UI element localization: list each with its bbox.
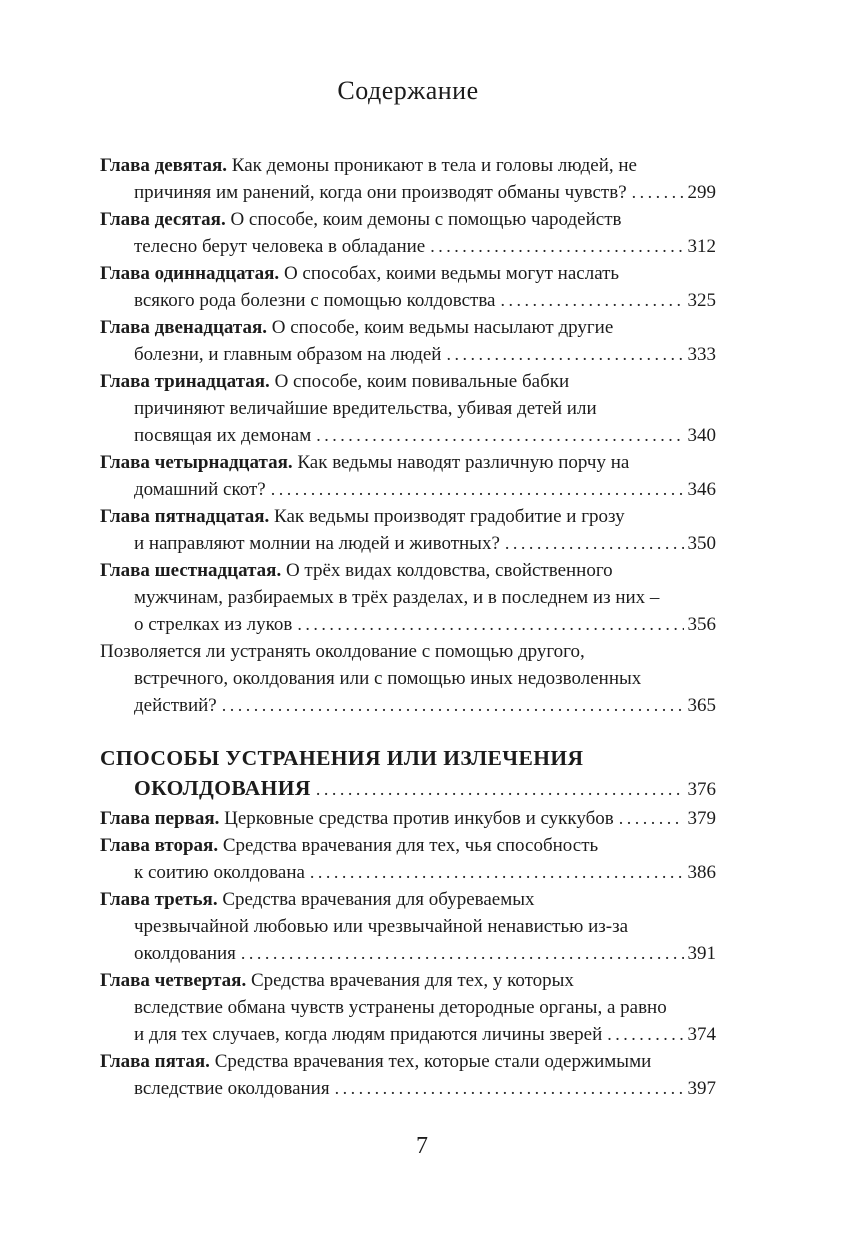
chapter-label: Глава первая. [100,808,220,829]
toc-line [100,584,716,611]
toc-line [100,395,716,422]
dot-leader [607,1021,683,1048]
toc-line [100,341,716,368]
page-title: Содержание [337,76,479,105]
entry-text: Глава пятая. Средства врачевания тех, которые стали одержимыми [100,1051,652,1072]
toc-line [100,503,716,530]
entry-text: СПОСОБЫ УСТРАНЕНИЯ ИЛИ ИЗЛЕЧЕНИЯ [100,746,584,770]
page-number: 374 [687,1024,716,1045]
entry-text: Глава четырнадцатая. Как ведьмы наводят различную порчу на [100,452,630,473]
entry-text: Глава девятая. Как демоны проникают в тела и головы людей, не [100,155,637,176]
page-number: 356 [687,614,716,635]
entry-text: вследствие околдования [134,1078,330,1099]
chapter-label: Глава третья. [100,889,218,910]
toc-line [100,967,716,994]
toc-line [100,886,716,913]
entry-text: Глава одиннадцатая. О способах, коими ведьмы могут наслать [100,263,620,284]
page-number: 325 [687,290,716,311]
dot-leader [271,476,684,503]
page-number: 340 [687,425,716,446]
dot-leader [430,233,683,260]
entry-text: болезни, и главным образом на людей [134,344,442,365]
toc-line [100,1075,716,1102]
dot-leader [619,805,684,832]
chapter-label: Глава пятая. [100,1051,210,1072]
entry-text: встречного, околдования или с помощью иных недозволенных [134,668,642,689]
entry-text: домашний скот? [134,479,266,500]
entry-text: Глава шестнадцатая. О трёх видах колдовства, свойственного [100,560,613,581]
dot-leader [446,341,683,368]
entry-text: Глава вторая. Средства врачевания для тех, чья способность [100,835,599,856]
dot-leader [505,530,684,557]
toc-line [100,287,716,314]
page-number: 379 [687,808,716,829]
toc-line [100,832,716,859]
toc-line [100,206,716,233]
toc-line [100,368,716,395]
toc-line [100,1021,716,1048]
toc-line [100,449,716,476]
toc-line [100,940,716,967]
chapter-label: Глава пятнадцатая. [100,506,270,527]
chapter-label: Глава четвертая. [100,970,247,991]
toc-line [100,1048,716,1075]
page-number: 299 [687,182,716,203]
toc-line [100,665,716,692]
page-number: 386 [687,862,716,883]
chapter-label: Глава десятая. [100,209,226,230]
toc-list [100,152,716,1102]
page-number: 346 [687,479,716,500]
dot-leader [632,179,684,206]
toc-line [100,638,716,665]
section-heading-line [100,773,716,805]
entry-text: посвящая их демонам [134,425,312,446]
chapter-label: Глава шестнадцатая. [100,560,282,581]
entry-text: Глава четвертая. Средства врачевания для тех, у которых [100,970,574,991]
entry-text: действий? [134,695,217,716]
page-number: 333 [687,344,716,365]
toc-line [100,233,716,260]
toc-line [100,314,716,341]
entry-text: Глава двенадцатая. О способе, коим ведьмы насылают другие [100,317,614,338]
toc-line [100,530,716,557]
page-number: 391 [687,943,716,964]
dot-leader [316,422,683,449]
toc-line [100,179,716,206]
toc-line [100,422,716,449]
chapter-label: Глава двенадцатая. [100,317,268,338]
entry-text: Глава третья. Средства врачевания для обуреваемых [100,889,535,910]
entry-text: телесно берут человека в обладание [134,236,426,257]
dot-leader [241,940,684,967]
toc-line [100,557,716,584]
page-number: 350 [687,533,716,554]
toc-line [100,611,716,638]
toc-line [100,859,716,886]
toc-line [100,913,716,940]
chapter-label: Глава девятая. [100,155,228,176]
page-number: 365 [687,695,716,716]
entry-text: мужчинам, разбираемых в трёх разделах, и в последнем из них – [134,587,660,608]
chapter-label: Глава одиннадцатая. [100,263,280,284]
dot-leader [316,774,684,805]
entry-text: к соитию околдована [134,862,305,883]
entry-text: причиняя им ранений, когда они производят обманы чувств? [134,182,627,203]
dot-leader [310,859,684,886]
toc-line [100,476,716,503]
dot-leader [501,287,684,314]
entry-text: вследствие обмана чувств устранены детородные органы, а равно [134,997,667,1018]
dot-leader [335,1075,684,1102]
page-number: 397 [687,1078,716,1099]
entry-text: Глава десятая. О способе, коим демоны с помощью чародейств [100,209,622,230]
section-heading-line [100,743,716,773]
chapter-label: Глава четырнадцатая. [100,452,293,473]
entry-text: Глава тринадцатая. О способе, коим повивальные бабки [100,371,570,392]
toc-line [100,152,716,179]
chapter-label: Глава тринадцатая. [100,371,270,392]
entry-text: околдования [134,943,236,964]
dot-leader [297,611,683,638]
entry-text: о стрелках из луков [134,614,293,635]
entry-text: Глава пятнадцатая. Как ведьмы производят градобитие и грозу [100,506,625,527]
entry-text: и направляют молнии на людей и животных? [134,533,500,554]
footer-page-number: 7 [416,1133,428,1159]
toc-line [100,994,716,1021]
entry-text: всякого рода болезни с помощью колдовства [134,290,496,311]
entry-text: Позволяется ли устранять околдование с помощью другого, [100,641,585,662]
toc-line [100,260,716,287]
chapter-label: Глава вторая. [100,835,219,856]
page-number: 376 [687,779,716,800]
entry-text: чрезвычайной любовью или чрезвычайной ненавистью из-за [134,916,629,937]
entry-text: Глава первая. Церковные средства против инкубов и суккубов [100,808,614,829]
toc-line [100,692,716,719]
entry-text: ОКОЛДОВАНИЯ [134,776,311,800]
entry-text: и для тех случаев, когда людям придаются личины зверей [134,1024,603,1045]
dot-leader [222,692,684,719]
toc-line [100,805,716,832]
page-number: 312 [687,236,716,257]
entry-text: причиняют величайшие вредительства, убивая детей или [134,398,597,419]
